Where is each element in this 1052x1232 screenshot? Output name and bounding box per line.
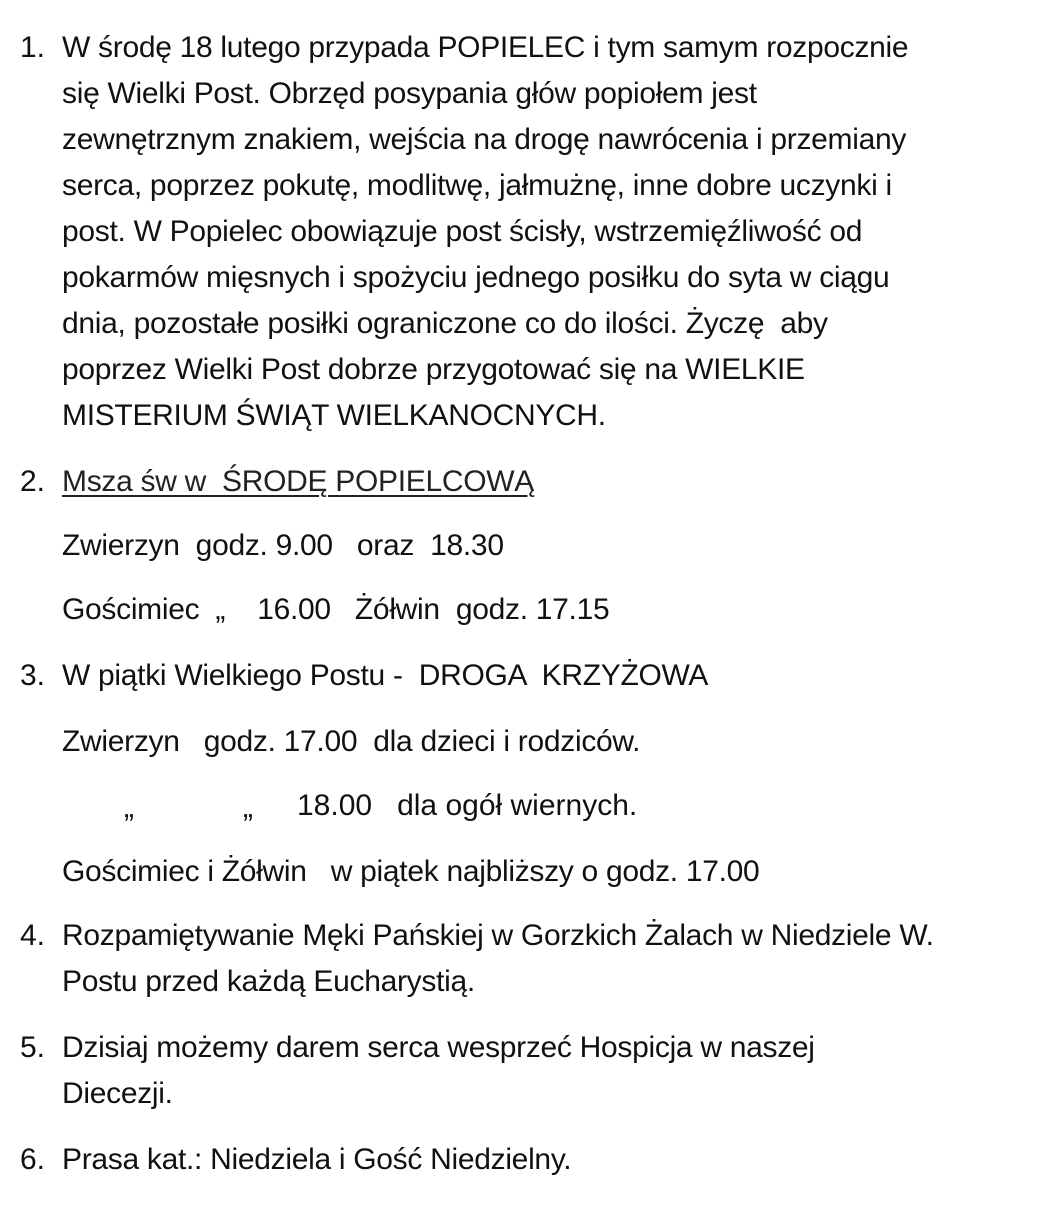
item-text-line: post. W Popielec obowiązuje post ścisły, wstrzemięźliwość od (62, 215, 863, 248)
schedule-line: 18.00 dla ogół wiernych. (297, 789, 638, 822)
schedule-line: Gościmiec i Żółwin w piątek najbliższy o godz. 17.00 (62, 855, 760, 888)
item-text-line: poprzez Wielki Post dobrze przygotować się na WIELKIE (62, 353, 805, 386)
item-number: 4. (20, 919, 46, 952)
item-text-line: Postu przed każdą Eucharystią. (62, 965, 475, 998)
item-number: 1. (20, 31, 46, 64)
item-text-line: dnia, pozostałe posiłki ograniczone co do ilości. Życzę aby (62, 307, 828, 340)
ditto-mark: „ (243, 791, 253, 824)
item-text-line: Dzisiaj możemy darem serca wesprzeć Hospicja w naszej (62, 1031, 815, 1064)
schedule-line: Gościmiec „ 16.00 Żółwin godz. 17.15 (62, 593, 610, 626)
item-heading-ash-wednesday-mass: Msza św w ŚRODĘ POPIELCOWĄ (62, 465, 534, 498)
item-heading-stations-of-cross: W piątki Wielkiego Postu - DROGA KRZYŻOWA (62, 659, 709, 692)
item-text-line: pokarmów mięsnych i spożyciu jednego posiłku do syta w ciągu (62, 261, 890, 294)
item-text-line: serca, poprzez pokutę, modlitwę, jałmużnę, inne dobre uczynki i (62, 169, 892, 202)
ditto-mark: „ (124, 791, 134, 824)
item-number: 2. (20, 465, 46, 498)
item-text-line: Prasa kat.: Niedziela i Gość Niedzielny. (62, 1143, 572, 1176)
item-text-line: MISTERIUM ŚWIĄT WIELKANOCNYCH. (62, 399, 606, 432)
item-text-line: W środę 18 lutego przypada POPIELEC i tym samym rozpocznie (62, 31, 909, 64)
item-text-line: się Wielki Post. Obrzęd posypania głów popiołem jest (62, 77, 757, 110)
item-number: 5. (20, 1031, 46, 1064)
item-text-line: Rozpamiętywanie Męki Pańskiej w Gorzkich Żalach w Niedziele W. (62, 919, 934, 952)
schedule-line: Zwierzyn godz. 17.00 dla dzieci i rodziców. (62, 725, 641, 758)
item-number: 6. (20, 1143, 46, 1176)
item-number: 3. (20, 659, 46, 692)
item-text-line: Diecezji. (62, 1077, 173, 1110)
item-text-line: zewnętrznym znakiem, wejścia na drogę nawrócenia i przemiany (62, 123, 907, 156)
schedule-line: Zwierzyn godz. 9.00 oraz 18.30 (62, 529, 504, 562)
